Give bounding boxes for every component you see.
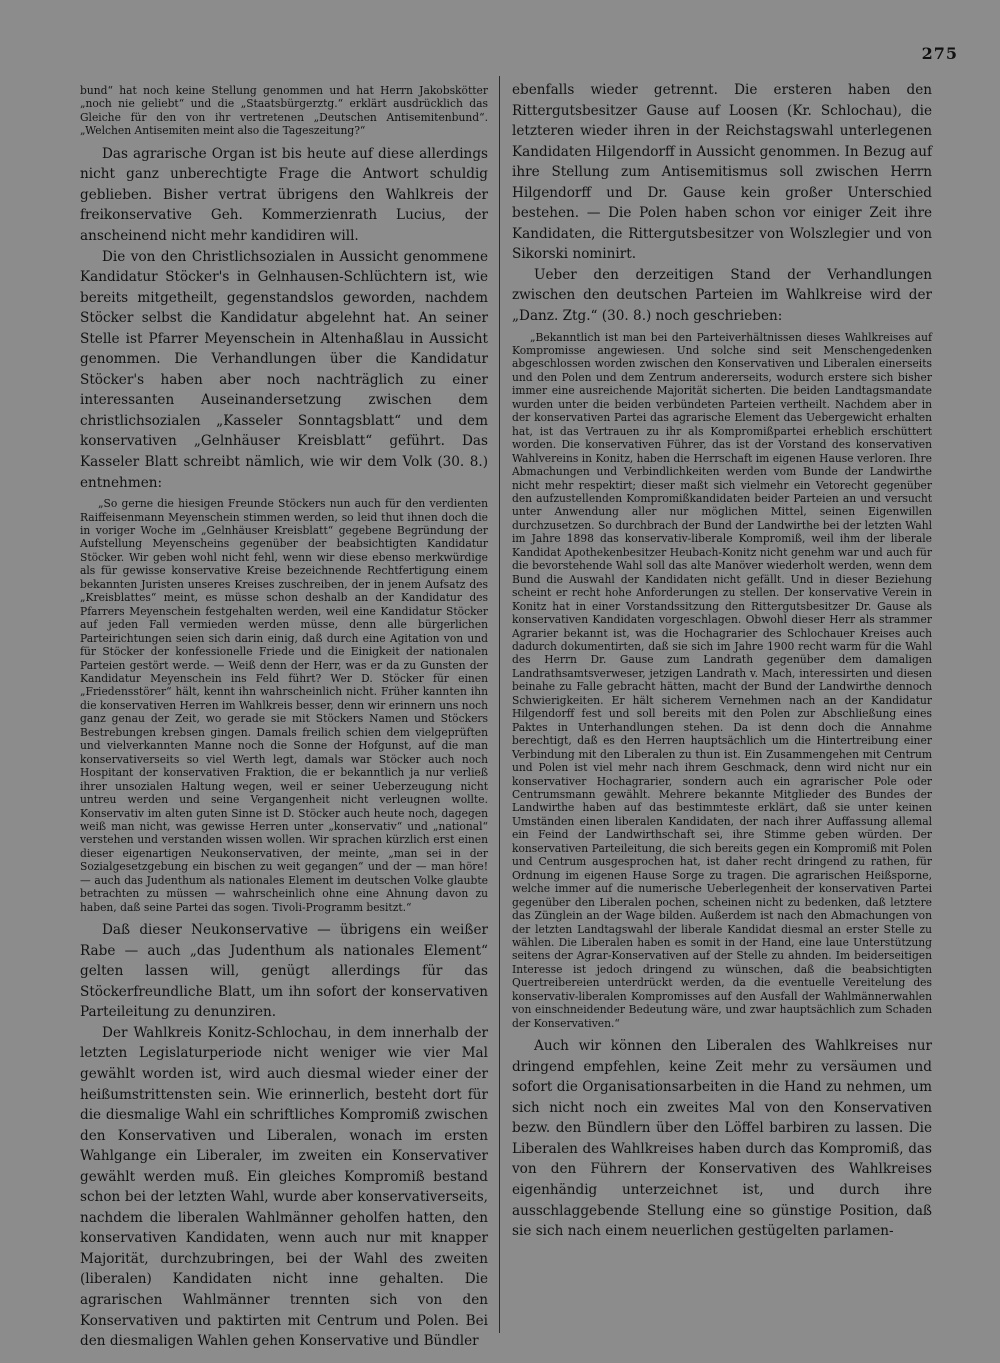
quoted-paragraph: „So gerne die hiesigen Freunde Stöckers nun auch für den verdienten Raiffeisenmann Meyenschein stimmen werden, so leid thut ihnen doch die in voriger Woche im „Gelnhäuser Kreisblatt“ gegebene Begründung der Aufstellung Meyenscheins gegenüber der beabsichtigten Kandidatur Stöcker. Wir geben wohl nicht fehl, wenn wir diese ebenso merkwürdige als für gewisse konservative Kreise bezeichnende Rechtfertigung einem bekannten Juristen unseres Kreises zuschreiben, der in jenem Aufsatz des „Kreisblattes“ meint, es müsse schon deshalb an der Kandidatur des Pfarrers Meyenschein festgehalten werden, weil eine Kandidatur Stöcker auf jeden Fall vermieden werden müsse, denn alle bürgerlichen Parteirichtungen seien sich darin einig, daß durch eine Agitation von und für Stöcker der konfessionelle Friede und die Einigkeit der nationalen Parteien gestört werde. — Weiß denn der Herr, was er da zu Gunsten der Kandidatur Meyenschein ins Feld führt? Wer D. Stöcker für einen „Friedensstörer“ hält, kennt ihn wahrscheinlich nicht. Früher kannten ihn die konservativen Herren im Wahlkreis besser, denn wir erinnern uns noch ganz genau der Zeit, wo gerade sie mit Stöckers Namen und Stöckers Bestrebungen krebsen gingen. Damals freilich schien dem vielgeprüften und vielverkannten Manne noch die Sonne der Hofgunst, auf die man konservativerseits so viel Werth legt, damals war Stöcker auch noch Hospitant der konservativen Fraktion, die er bekanntlich ja nur verließ ihrer unsozialen Haltung wegen, weil er seiner Ueberzeugung nicht untreu werden und seine Vergangenheit nicht verleugnen wollte. Konservativ im alten guten Sinne ist D. Stöcker auch heute noch, dagegen weiß man nicht, was gewisse Herren unter „konservativ“ und „national“ verstehen und verstanden wissen wollen. Wir sprachen kürzlich erst einen dieser eigenartigen Neukonservativen, der meinte, „man sei in der Sozialgesetzgebung ein bischen zu weit gegangen“ und der — man höre! — auch das Judenthum als nationales Element im deutschen Volke glaubte betrachten zu müssen — wahrscheinlich ohne eine Ahnung davon zu haben, daß seine Partei das sogen. Tivoli-Programm besitzt.“ <box>80 497 488 914</box>
paragraph: Der Wahlkreis Konitz-Schlochau, in dem innerhalb der letzten Legislaturperiode nicht weniger wie vier Mal gewählt worden ist, wird auch diesmal wieder einer der heißumstrittensten sein. Wie erinnerlich, besteht dort für die diesmalige Wahl ein schriftliches Kompromiß zwischen den Konservativen und Liberalen, wonach im ersten Wahlgange ein Liberaler, im zweiten ein Konservativer gewählt werden muß. Ein gleiches Kompromiß bestand schon bei der letzten Wahl, wurde aber konservativerseits, nachdem die liberalen Wahlmänner geholfen hatten, den konservativen Kandidaten, wenn auch nur mit knapper Majorität, durchzubringen, bei der Wahl des zweiten (liberalen) Kandidaten nicht inne gehalten. Die agrarischen Wahlmänner trennten sich von den Konservativen und paktirten mit Centrum und Polen. Bei den diesmaligen Wahlen gehen Konservative und Bündler <box>80 1024 488 1350</box>
left-column <box>80 80 488 1350</box>
paragraph: bund“ hat noch keine Stellung genommen und hat Herrn Jakobskötter „noch nie geliebt“ und die „Staatsbürgerztg.“ erklärt ausdrücklich das Gleiche für den von ihr vertretenen „Deutschen Antisemitenbund“. „Welchen Antisemiten meint also die Tageszeitung?“ <box>80 84 488 138</box>
paragraph: ebenfalls wieder getrennt. Die ersteren haben den Rittergutsbesitzer Gause auf Loosen (Kr. Schlochau), die letzteren wieder ihren in der Reichstagswahl unterlegenen Kandidaten Hilgendorff in Aussicht genommen. In Bezug auf ihre Stellung zum Antisemitismus soll zwischen Herrn Hilgendorff und Dr. Gause kein großer Unterschied bestehen. — Die Polen haben schon vor einiger Zeit ihre Kandidaten, die Rittergutsbesitzer von Wolszlegier und von Sikorski nominirt. <box>512 82 932 263</box>
paragraph: Daß dieser Neukonservative — übrigens ein weißer Rabe — auch „das Judenthum als nationales Element“ gelten lassen will, genügt allerdings für das Stöckerfreundliche Blatt, um ihn sofort der konservativen Parteileitung zu denunziren. <box>80 922 488 1021</box>
page-number: 275 <box>921 44 958 63</box>
paragraph: Die von den Christlichsozialen in Aussicht genommene Kandidatur Stöcker's in Gelnhausen-Schlüchtern ist, wie bereits mitgetheilt, gegenstandslos geworden, nachdem Stöcker selbst die Kandidatur abgelehnt hat. An seiner Stelle ist Pfarrer Meyenschein in Altenhaßlau in Aussicht genommen. Die Verhandlungen über die Kandidatur Stöcker's haben aber noch nachträglich zu einer interessanten Auseinandersetzung zwischen dem christlichsozialen „Kasseler Sonntagsblatt“ und dem konservativen „Gelnhäuser Kreisblatt“ geführt. Das Kasseler Blatt schreibt nämlich, wie wir dem Volk (30. 8.) entnehmen: <box>80 248 488 491</box>
paragraph: Das agrarische Organ ist bis heute auf diese allerdings nicht ganz unberechtigte Frage die Antwort schuldig geblieben. Bisher vertrat übrigens den Wahlkreis der freikonservative Geh. Kommerzienrath Lucius, der anscheinend nicht mehr kandidiren will. <box>80 145 488 244</box>
quoted-paragraph: „Bekanntlich ist man bei den Parteiverhältnissen dieses Wahlkreises auf Kompromisse angewiesen. Und solche sind seit Menschengedenken abgeschlossen worden zwischen den Konservativen und Liberalen einerseits und den Polen und dem Zentrum andererseits, wodurch erstere sich bisher immer eine ausreichende Majorität sicherten. Die beiden Landtagsmandate wurden unter die beiden verbündeten Parteien vertheilt. Nachdem aber in der konservativen Partei das agrarische Element das Uebergewicht erhalten hat, ist das Vertrauen zu ihr als Kompromißpartei erheblich erschüttert worden. Die konservativen Führer, das ist der Vorstand des konservativen Wahlvereins in Konitz, haben die Herrschaft im eigenen Hause verloren. Ihre Abmachungen und Verbindlichkeiten werden vom Bunde der Landwirthe nicht mehr respektirt; dieser maßt sich vielmehr ein Vetorecht gegenüber den aufzustellenden Kompromißkandidaten beider Parteien an und versucht unter Anwendung aller nur möglichen Mittel, seinen Eigenwillen durchzusetzen. So durchbrach der Bund der Landwirthe bei der letzten Wahl im Jahre 1898 das konservativ-liberale Kompromiß, weil ihm der liberale Kandidat Apothekenbesitzer Heubach-Konitz nicht genehm war und auch für die bevorstehende Wahl soll das alte Manöver wiederholt werden, wenn dem Bund die Auswahl der Kandidaten nicht gefällt. Und in dieser Beziehung scheint er recht hohe Anforderungen zu stellen. Der konservative Verein in Konitz hat in einer Vorstandssitzung den Rittergutsbesitzer Dr. Gause als konservativen Kandidaten vorgeschlagen. Obwohl dieser Herr als strammer Agrarier bekannt ist, was die Hochagrarier des Schlochauer Kreises auch dadurch dokumentirten, daß sie sich im Jahre 1900 recht warm für die Wahl des Herrn Dr. Gause zum Landrath gegenüber dem damaligen Landrathsamtsverweser, jetzigen Landrath v. Mach, interessirten und diesen beinahe zu Falle gebracht hätten, macht der Bund der Landwirthe dennoch Schwierigkeiten. Er hält sicherem Vernehmen nach an der Kandidatur Hilgendorff fest und soll bereits mit den Polen zur Abschließung eines Paktes in Unterhandlungen stehen. Da ist denn doch die Annahme berechtigt, daß es den Herren hauptsächlich um die Hintertreibung einer Verbindung mit den Liberalen zu thun ist. Ein Zusammengehen mit Centrum und Polen ist viel mehr nach ihrem Geschmack, denn wird nicht nur ein konservativer Hochagrarier, sondern auch ein agrarischer Pole oder Centrumsmann gewählt. Mehrere bekannte Mitglieder des Bundes der Landwirthe haben auf das bestimmteste erklärt, daß sie unter keinen Umständen einen liberalen Kandidaten, der nach ihrer Auffassung allemal ein Feind der Landwirthschaft sei, ihre Stimme geben würden. Der konservativen Parteileitung, die sich bereits gegen ein Kompromiß mit Polen und Centrum ausgesprochen hat, ist daher recht dringend zu rathen, für Ordnung im eigenen Hause Sorge zu tragen. Die agrarischen Heißsporne, welche immer auf die numerische Ueberlegenheit der konservativen Partei gegenüber den Liberalen pochen, scheinen nicht zu bedenken, daß letztere das Zünglein an der Wage bilden. Außerdem ist nach den Abmachungen von der letzten Landtagswahl der liberale Kandidat diesmal an erster Stelle zu wählen. Die Liberalen haben es somit in der Hand, eine laue Unterstützung seitens der Agrar-Konservativen auf der Stelle zu ahnden. Im beiderseitigen Interesse ist jedoch dringend zu wünschen, daß die beabsichtigten Quertreibereien unterdrückt werden, da die eventuelle Vereitelung des konservativ-liberalen Kompromisses auf den Ausfall der Wahlmännerwahlen von einschneidender Bedeutung wäre, und zwar hauptsächlich zum Schaden der Konservativen.“ <box>512 330 932 1030</box>
paragraph: Ueber den derzeitigen Stand der Verhandlungen zwischen den deutschen Parteien im Wahlkreise wird der „Danz. Ztg.“ (30. 8.) noch geschrieben: <box>512 266 932 325</box>
right-column <box>512 80 932 1341</box>
column-divider <box>499 76 500 1333</box>
paragraph: Auch wir können den Liberalen des Wahlkreises nur dringend empfehlen, keine Zeit mehr zu versäumen und sofort die Organisationsarbeiten in die Hand zu nehmen, um sich nicht noch ein zweites Mal von den Konservativen bezw. den Bündlern über den Löffel barbiren zu lassen. Die Liberalen des Wahlkreises haben durch das Kompromiß, das von den Führern der Konservativen des Wahlkreises eigenhändig unterzeichnet ist, und durch ihre ausschlaggebende Stellung eine so günstige Position, daß sie sich nach einem neuerlichen gestügelten parlamen- <box>512 1038 932 1240</box>
